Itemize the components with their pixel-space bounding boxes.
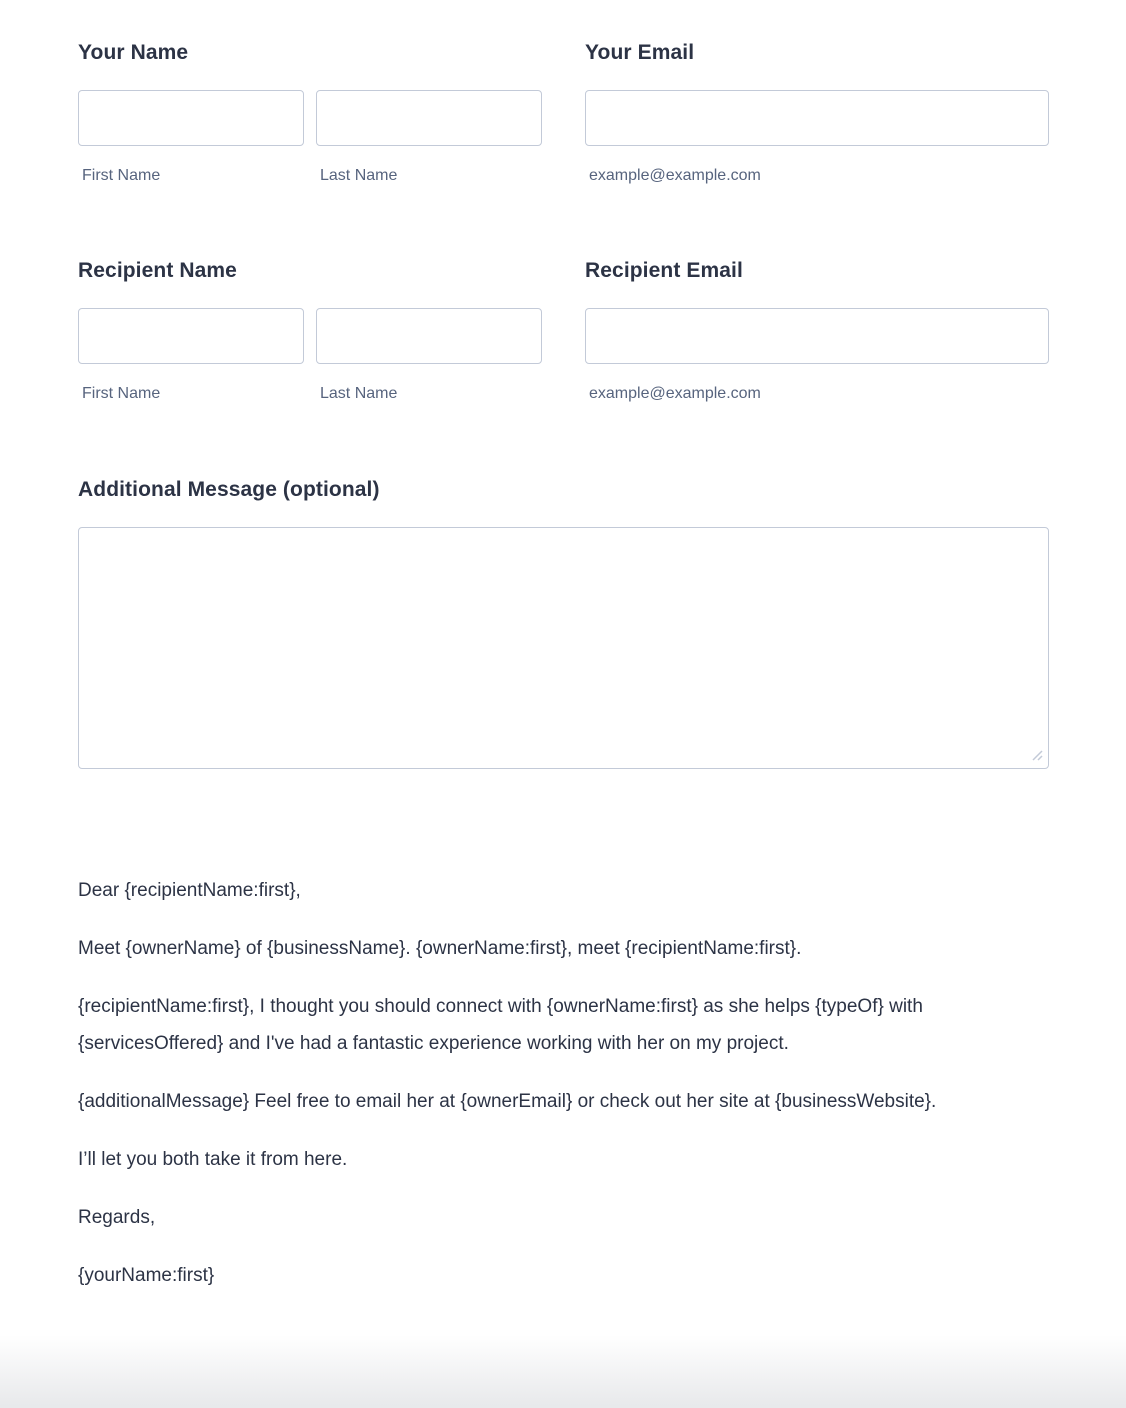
recipient-last-name-sublabel: Last Name: [320, 385, 398, 402]
your-name-label: Your Name: [78, 41, 189, 64]
your-first-name-sublabel: First Name: [82, 167, 161, 184]
your-first-name-input[interactable]: [78, 90, 304, 146]
your-email-input[interactable]: [585, 90, 1049, 146]
recipient-name-label: Recipient Name: [78, 259, 237, 282]
your-name-field: [78, 40, 542, 185]
recipient-info-row: [78, 258, 1049, 403]
letter-paragraph: Regards,: [78, 1207, 156, 1228]
recipient-name-field: [78, 258, 542, 403]
additional-message-field: [78, 477, 1049, 769]
your-email-sublabel: example@example.com: [589, 167, 761, 184]
letter-paragraph: {recipientName:first}, I thought you should connect with {ownerName:first} as she helps {typeOf} with {servicesOffered} and I've had a fantastic experience working with her on my project.: [78, 996, 923, 1054]
your-email-field: [585, 40, 1049, 185]
your-last-name-sublabel: Last Name: [320, 167, 398, 184]
your-email-label: Your Email: [585, 41, 695, 64]
recipient-last-name-input[interactable]: [316, 308, 542, 364]
letter-paragraph: {yourName:first}: [78, 1265, 215, 1286]
letter-paragraph: I’ll let you both take it from here.: [78, 1149, 348, 1170]
your-info-row: [78, 40, 1049, 185]
your-last-name-input[interactable]: [316, 90, 542, 146]
letter-paragraph: Dear {recipientName:first},: [78, 880, 301, 901]
recipient-email-input[interactable]: [585, 308, 1049, 364]
letter-paragraph: {additionalMessage} Feel free to email her at {ownerEmail} or check out her site at {businessWebsite}.: [78, 1091, 937, 1112]
recipient-email-label: Recipient Email: [585, 259, 743, 282]
letter-preview: [78, 872, 1049, 1294]
recipient-first-name-input[interactable]: [78, 308, 304, 364]
recipient-email-field: [585, 258, 1049, 403]
recipient-first-name-sublabel: First Name: [82, 385, 161, 402]
additional-message-label: Additional Message (optional): [78, 478, 380, 501]
letter-paragraph: Meet {ownerName} of {businessName}. {ownerName:first}, meet {recipientName:first}.: [78, 938, 802, 959]
additional-message-textarea[interactable]: [78, 527, 1049, 769]
recipient-email-sublabel: example@example.com: [589, 385, 761, 402]
resize-handle-icon[interactable]: [1031, 749, 1044, 762]
